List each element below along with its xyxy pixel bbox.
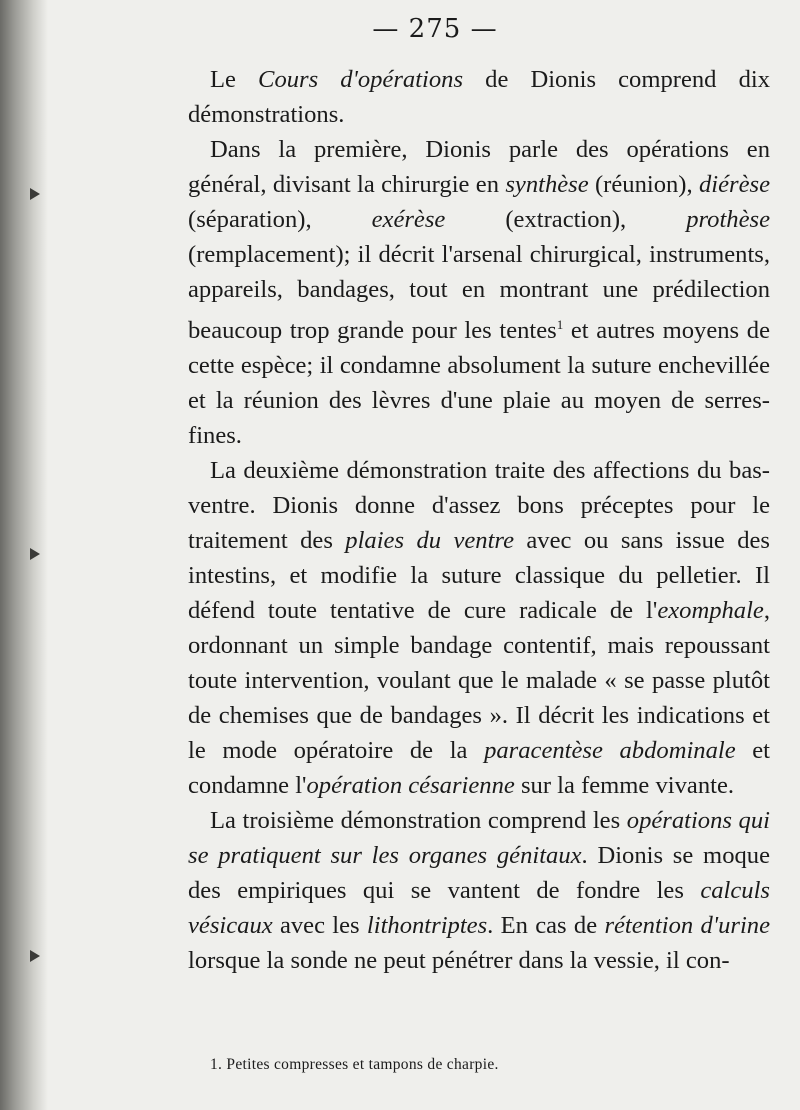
paragraph — [188, 132, 770, 453]
italic-text: plaies du ventre — [345, 527, 514, 554]
paragraph — [188, 62, 770, 132]
text-run: La troisième démonstration comprend les — [210, 807, 627, 834]
text-run: (séparation), — [188, 206, 372, 233]
italic-text: exomphale — [657, 597, 764, 624]
text-run: lorsque la sonde ne peut pénétrer dans la vessie, il con- — [188, 947, 730, 974]
italic-text: rétention d'urine — [604, 912, 770, 939]
paragraph — [188, 803, 770, 978]
page-number: — 275 — — [372, 14, 498, 44]
margin-mark — [30, 188, 40, 200]
text-run: (extraction), — [445, 206, 687, 233]
italic-text: exérèse — [371, 206, 446, 233]
italic-text: prothèse — [686, 206, 771, 233]
text-run: et condamne l' — [188, 737, 770, 799]
footnote-ref: 1 — [556, 317, 564, 332]
text-run: avec les — [272, 912, 367, 939]
italic-text: paracentèse abdominale — [484, 737, 736, 764]
italic-text: opérations qui se pratiquent sur les organes génitaux — [188, 807, 770, 869]
text-run: . En cas de — [487, 912, 605, 939]
text-run: et autres moyens de cette espèce; il condamne absolument la suture enchevillée et la réunion des lèvres d'une plaie au moyen de serres-fines. — [188, 317, 770, 449]
italic-text: Cours d'opérations — [258, 66, 464, 93]
paragraph — [188, 453, 770, 803]
body-text — [188, 62, 770, 978]
text-run: avec ou sans issue des intestins, et modifie la suture classique du pelletier. Il défend toute tentative de cure radicale de l' — [188, 527, 770, 624]
italic-text: opération césarienne — [306, 772, 515, 799]
margin-mark — [30, 548, 40, 560]
text-run: La deuxième démonstration traite des affections du bas-ventre. Dionis donne d'assez bons préceptes pour le traitement des — [188, 457, 770, 554]
italic-text: lithontriptes — [366, 912, 488, 939]
text-run: Dans la première, Dionis parle des opérations en général, divisant la chirurgie en — [188, 136, 770, 198]
margin-mark — [30, 950, 40, 962]
italic-text: calculs vésicaux — [188, 877, 770, 939]
text-run: de Dionis comprend dix démonstrations. — [188, 66, 770, 128]
text-run: . Dionis se moque des empiriques qui se vantent de fondre les — [188, 842, 770, 904]
text-run: (réunion), — [588, 171, 699, 198]
italic-text: diérèse — [698, 171, 771, 198]
text-run: , ordonnant un simple bandage contentif, mais repoussant toute intervention, voulant que le malade « se passe plutôt de chemises que de bandages ». Il décrit les indications et le mode opératoire de la — [188, 597, 770, 764]
text-run: sur la femme vivante. — [514, 772, 735, 799]
footnote: 1. Petites compresses et tampons de charpie. — [210, 1056, 499, 1073]
text-run: Le — [210, 66, 259, 93]
italic-text: synthèse — [505, 171, 589, 198]
page-binding-shadow — [0, 0, 48, 1110]
text-run: (remplacement); il décrit l'arsenal chirurgical, instruments, appareils, bandages, tout en montrant une prédilection beaucoup trop grande pour les tentes — [188, 241, 770, 344]
